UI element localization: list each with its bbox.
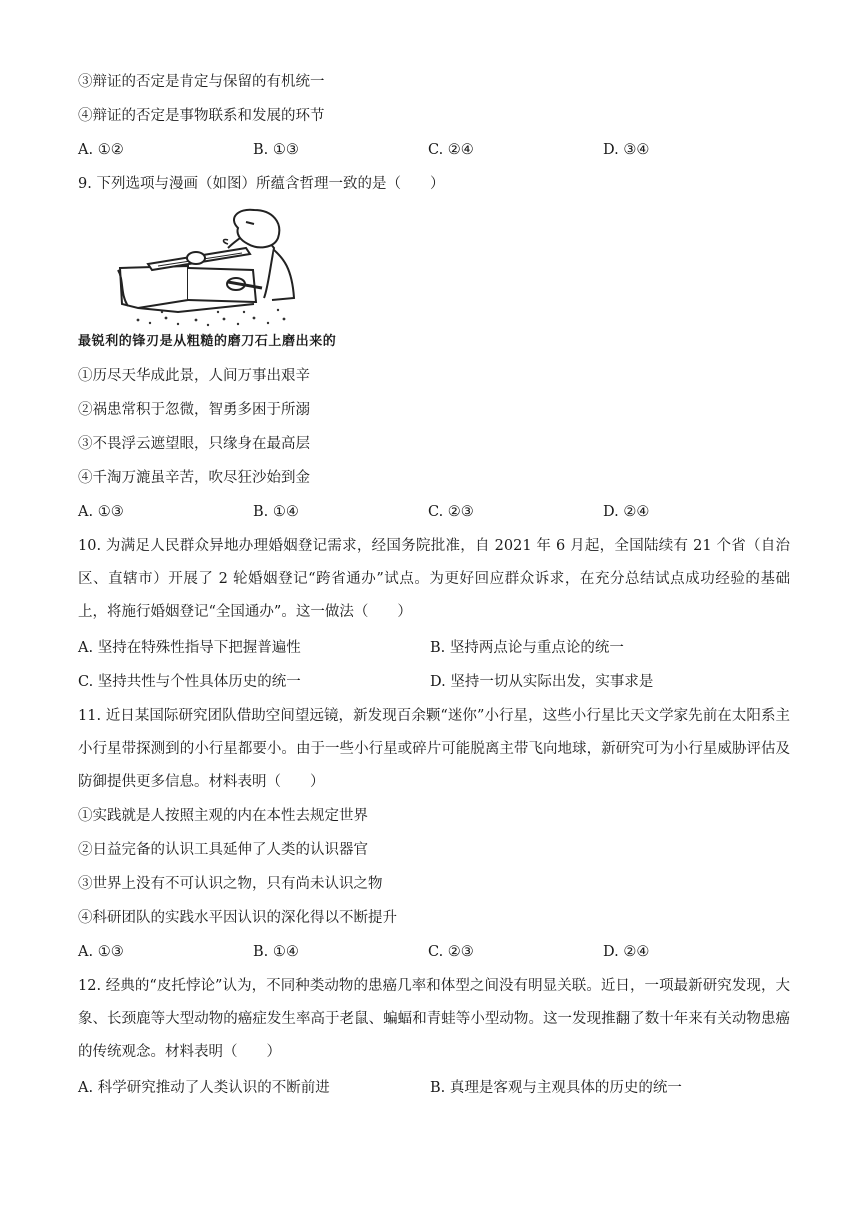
q9-statement-2: ②祸患常积于忽微，智勇多困于所溺	[78, 402, 310, 418]
q10-options-row-1	[78, 638, 798, 658]
q9-statement-3: ③不畏浮云遮望眼，只缘身在最高层	[78, 436, 310, 452]
q10-option-d: D. 坚持一切从实际出发，实事求是	[430, 674, 654, 690]
q11-options	[78, 942, 778, 962]
q11-option-b: B. ①④	[253, 944, 299, 960]
q11-statement-1: ①实践就是人按照主观的内在本性去规定世界	[78, 808, 368, 824]
q8-statement-3: ③辩证的否定是肯定与保留的有机统一	[78, 74, 325, 90]
q10-option-c: C. 坚持共性与个性具体历史的统一	[78, 674, 301, 690]
q12-stem: 12. 经典的“皮托悖论”认为，不同种类动物的患癌几率和体型之间没有明显关联。近日，一项最新研究发现，大象、长颈鹿等大型动物的癌症发生率高于老鼠、蝙蝠和青蛙等小型动物。这一发现推翻了数十年来有关动物患癌的传统观念。材料表明（ ）	[78, 978, 790, 1060]
q9-option-b: B. ①④	[253, 504, 299, 520]
cartoon-caption: 最锐利的锋刃是从粗糙的磨刀石上磨出来的	[78, 334, 337, 349]
q10-option-a: A. 坚持在特殊性指导下把握普遍性	[78, 640, 301, 656]
q11-statement-2: ②日益完备的认识工具延伸了人类的认识器官	[78, 842, 368, 858]
q9-option-d: D. ②④	[603, 504, 650, 520]
q12-option-b: B. 真理是客观与主观具体的历史的统一	[430, 1080, 682, 1096]
q11-stem: 11. 近日某国际研究团队借助空间望远镜，新发现百余颗“迷你”小行星，这些小行星比天文学家先前在太阳系主小行星带探测到的小行星都要小。由于一些小行星或碎片可能脱离主带飞向地球，新研究可为小行星威胁评估及防御提供更多信息。材料表明（ ）	[78, 708, 790, 790]
q12-options-row-1	[78, 1078, 798, 1098]
q12-option-a: A. 科学研究推动了人类认识的不断前进	[78, 1080, 330, 1096]
q8-option-b: B. ①③	[253, 142, 299, 158]
q10-options-row-2	[78, 672, 798, 692]
q11-statement-4: ④科研团队的实践水平因认识的深化得以不断提升	[78, 910, 397, 926]
q11-option-a: A. ①③	[78, 944, 124, 960]
q9-statement-1: ①历尽天华成此景，人间万事出艰辛	[78, 368, 310, 384]
q11-option-c: C. ②③	[428, 944, 474, 960]
q8-option-d: D. ③④	[603, 142, 650, 158]
q9-options	[78, 502, 778, 522]
q10-stem: 10. 为满足人民群众异地办理婚姻登记需求，经国务院批准，自 2021 年 6 月起，全国陆续有 21 个省（自治区、直辖市）开展了 2 轮婚姻登记“跨省通办”试点。为更好回应群众诉求，在充分总结试点成功经验的基础上，将施行婚姻登记“全国通办”。这一做法（ ）	[78, 538, 790, 620]
q10-option-b: B. 坚持两点论与重点论的统一	[430, 640, 624, 656]
q9-statement-4: ④千淘万漉虽辛苦，吹尽狂沙始到金	[78, 470, 310, 486]
q9-option-c: C. ②③	[428, 504, 474, 520]
q8-option-a: A. ①②	[78, 142, 124, 158]
q9-stem: 9. 下列选项与漫画（如图）所蕴含哲理一致的是（ ）	[78, 176, 445, 192]
q11-option-d: D. ②④	[603, 944, 650, 960]
q8-option-c: C. ②④	[428, 142, 474, 158]
q11-statement-3: ③世界上没有不可认识之物，只有尚未认识之物	[78, 876, 383, 892]
q8-statement-4: ④辩证的否定是事物联系和发展的环节	[78, 108, 325, 124]
q8-options	[78, 140, 778, 160]
q9-option-a: A. ①③	[78, 504, 124, 520]
